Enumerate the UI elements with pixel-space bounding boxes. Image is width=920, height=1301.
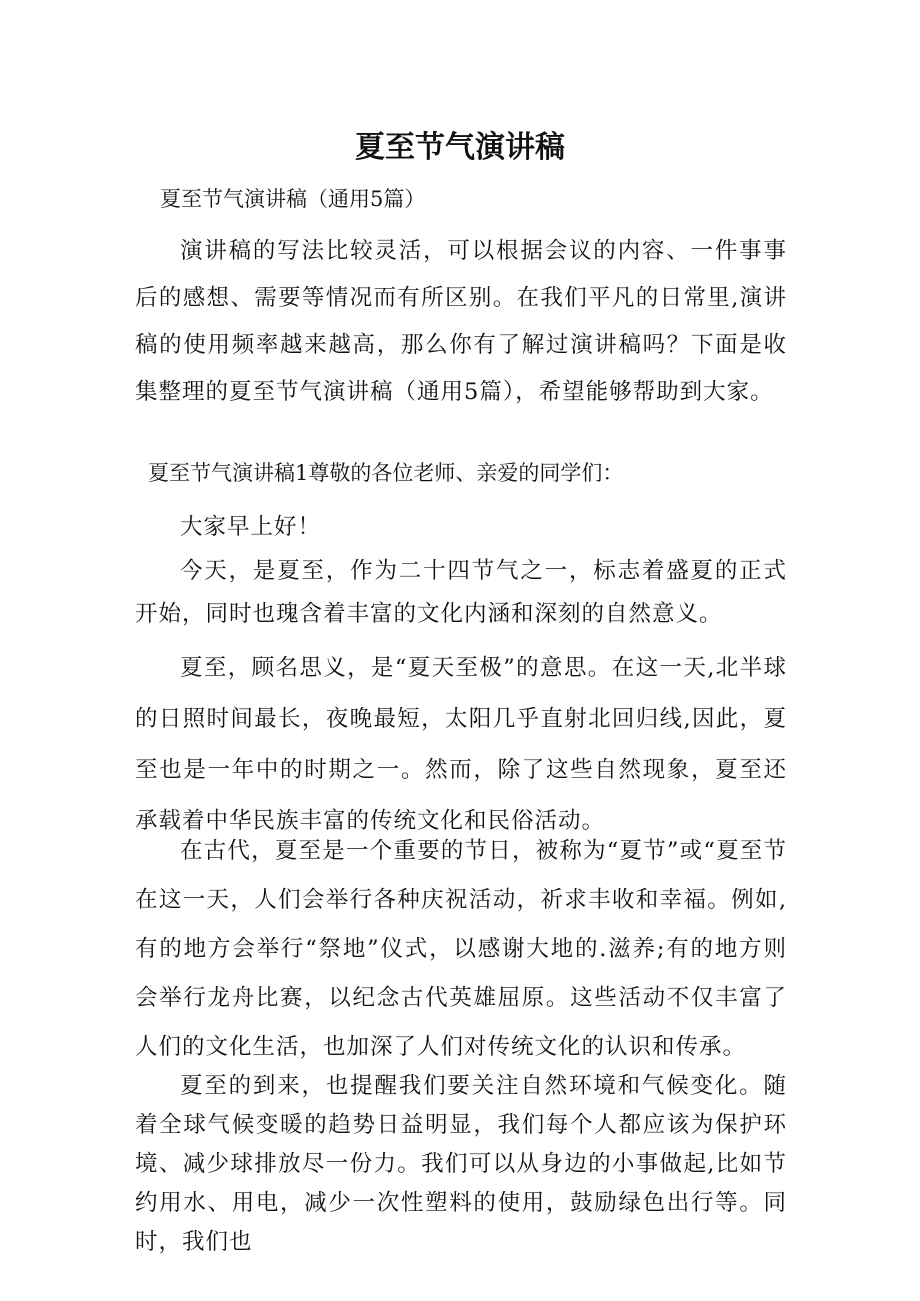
document-subtitle: 夏至节气演讲稿（通用5篇） [160,187,426,211]
body-paragraph: 夏至，顾名思义，是“夏天至极”的意思。在这一天,北半球的日照时间最长，夜晚最短，太阳几乎直射北回归线,因此，夏至也是一年中的时期之一。然而，除了这些自然现象，夏至还承载着中华民族丰富的传统文化和民俗活动。 [135,655,787,834]
greeting-paragraph: 大家早上好！ [180,514,322,540]
body-paragraph: 今天，是夏至，作为二十四节气之一，标志着盛夏的正式开始，同时也瑰含着丰富的文化内涵和深刻的自然意义。 [135,558,787,627]
speech-heading: 夏至节气演讲稿1尊敬的各位老师、亲爱的同学们： [148,461,624,485]
document-title: 夏至节气演讲稿 [355,130,565,165]
body-paragraph: 夏至的到来，也提醒我们要关注自然环境和气候变化。随着全球气候变暖的趋势日益明显，我们每个人都应该为保护环境、减少球排放尽一份力。我们可以从身边的小事做起,比如节约用水、用电，减少一次性塑料的使用，鼓励绿色出行等。同时，我们也 [135,1073,787,1255]
body-paragraph: 在古代，夏至是一个重要的节日，被称为“夏节”或“夏至节在这一天，人们会举行各种庆祝活动，祈求丰收和幸福。例如,有的地方会举行“祭地”仪式，以感谢大地的.滋养;有的地方则会举行龙舟比赛，以纪念古代英雄屈原。这些活动不仅丰富了人们的文化生活，也加深了人们对传统文化的认识和传承。 [135,838,787,1060]
intro-paragraph: 演讲稿的写法比较灵活，可以根据会议的内容、一件事事后的感想、需要等情况而有所区别。在我们平凡的日常里,演讲稿的使用频率越来越高，那么你有了解过演讲稿吗？下面是收集整理的夏至节气演讲稿（通用5篇），希望能够帮助到大家。 [135,238,787,405]
